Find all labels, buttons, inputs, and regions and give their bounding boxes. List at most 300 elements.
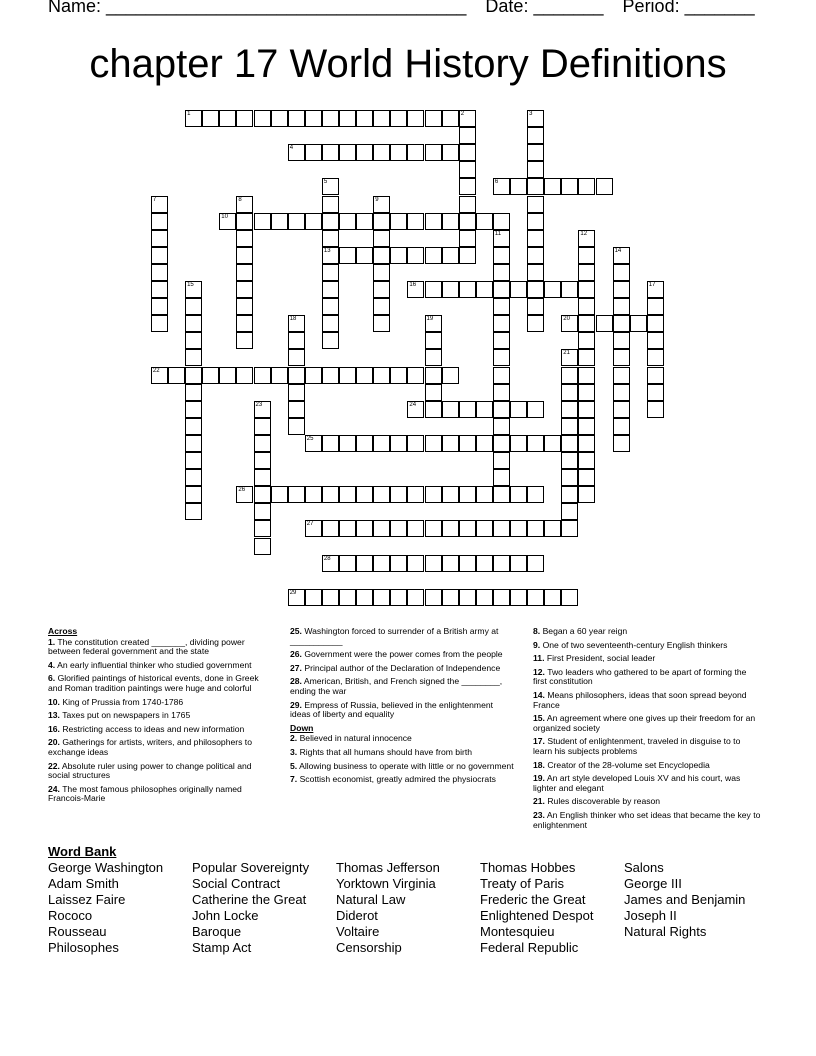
crossword-cell[interactable]	[425, 247, 442, 264]
crossword-cell[interactable]	[373, 264, 390, 281]
crossword-cell[interactable]	[527, 196, 544, 213]
crossword-cell[interactable]	[407, 401, 424, 418]
crossword-cell[interactable]	[219, 213, 236, 230]
period-field[interactable]: Period: _______	[622, 0, 755, 16]
crossword-cell[interactable]	[425, 401, 442, 418]
crossword-cell[interactable]	[339, 520, 356, 537]
crossword-cell[interactable]	[425, 213, 442, 230]
crossword-cell[interactable]	[356, 555, 373, 572]
crossword-cell[interactable]	[493, 349, 510, 366]
crossword-cell[interactable]	[493, 555, 510, 572]
crossword-cell[interactable]	[527, 110, 544, 127]
crossword-cell[interactable]	[510, 555, 527, 572]
crossword-cell[interactable]	[613, 435, 630, 452]
crossword-cell[interactable]	[510, 401, 527, 418]
crossword-cell[interactable]	[459, 520, 476, 537]
crossword-cell[interactable]	[339, 555, 356, 572]
crossword-cell[interactable]	[322, 213, 339, 230]
crossword-cell[interactable]	[356, 486, 373, 503]
crossword-cell[interactable]	[613, 264, 630, 281]
crossword-cell[interactable]	[544, 520, 561, 537]
crossword-cell[interactable]	[288, 589, 305, 606]
crossword-cell[interactable]	[578, 469, 595, 486]
crossword-cell[interactable]	[322, 298, 339, 315]
crossword-cell[interactable]	[373, 315, 390, 332]
crossword-cell[interactable]	[425, 520, 442, 537]
crossword-cell[interactable]	[271, 367, 288, 384]
crossword-cell[interactable]	[254, 110, 271, 127]
crossword-cell[interactable]	[288, 486, 305, 503]
crossword-cell[interactable]	[339, 367, 356, 384]
crossword-cell[interactable]	[647, 315, 664, 332]
crossword-cell[interactable]	[442, 520, 459, 537]
crossword-cell[interactable]	[442, 435, 459, 452]
crossword-cell[interactable]	[322, 520, 339, 537]
crossword-cell[interactable]	[288, 349, 305, 366]
crossword-cell[interactable]	[613, 247, 630, 264]
crossword-cell[interactable]	[578, 298, 595, 315]
crossword-cell[interactable]	[151, 315, 168, 332]
crossword-cell[interactable]	[527, 144, 544, 161]
crossword-cell[interactable]	[476, 555, 493, 572]
crossword-cell[interactable]	[219, 367, 236, 384]
crossword-cell[interactable]	[373, 555, 390, 572]
crossword-cell[interactable]	[185, 110, 202, 127]
crossword-cell[interactable]	[578, 332, 595, 349]
crossword-cell[interactable]	[561, 281, 578, 298]
crossword-cell[interactable]	[442, 110, 459, 127]
crossword-cell[interactable]	[185, 332, 202, 349]
crossword-cell[interactable]	[493, 435, 510, 452]
crossword-cell[interactable]	[305, 520, 322, 537]
crossword-cell[interactable]	[151, 230, 168, 247]
crossword-cell[interactable]	[236, 247, 253, 264]
crossword-cell[interactable]	[407, 110, 424, 127]
crossword-cell[interactable]	[425, 589, 442, 606]
crossword-cell[interactable]	[407, 486, 424, 503]
crossword-cell[interactable]	[185, 367, 202, 384]
crossword-cell[interactable]	[476, 435, 493, 452]
crossword-cell[interactable]	[373, 435, 390, 452]
crossword-cell[interactable]	[510, 589, 527, 606]
crossword-cell[interactable]	[561, 418, 578, 435]
crossword-cell[interactable]	[561, 435, 578, 452]
crossword-cell[interactable]	[442, 281, 459, 298]
crossword-cell[interactable]	[185, 281, 202, 298]
crossword-cell[interactable]	[407, 144, 424, 161]
crossword-cell[interactable]	[425, 332, 442, 349]
crossword-cell[interactable]	[271, 213, 288, 230]
crossword-cell[interactable]	[459, 435, 476, 452]
crossword-cell[interactable]	[339, 110, 356, 127]
crossword-cell[interactable]	[561, 401, 578, 418]
crossword-cell[interactable]	[373, 298, 390, 315]
crossword-cell[interactable]	[185, 349, 202, 366]
crossword-cell[interactable]	[390, 589, 407, 606]
crossword-cell[interactable]	[288, 401, 305, 418]
crossword-cell[interactable]	[442, 213, 459, 230]
crossword-cell[interactable]	[510, 520, 527, 537]
crossword-cell[interactable]	[647, 384, 664, 401]
name-field[interactable]: Name: ____________________________________	[48, 0, 467, 16]
crossword-cell[interactable]	[236, 196, 253, 213]
crossword-cell[interactable]	[578, 230, 595, 247]
crossword-cell[interactable]	[493, 230, 510, 247]
crossword-cell[interactable]	[561, 503, 578, 520]
crossword-cell[interactable]	[373, 196, 390, 213]
crossword-cell[interactable]	[407, 281, 424, 298]
crossword-cell[interactable]	[305, 486, 322, 503]
crossword-cell[interactable]	[527, 589, 544, 606]
crossword-cell[interactable]	[459, 161, 476, 178]
crossword-cell[interactable]	[459, 213, 476, 230]
crossword-cell[interactable]	[254, 486, 271, 503]
crossword-cell[interactable]	[647, 401, 664, 418]
crossword-cell[interactable]	[561, 178, 578, 195]
crossword-cell[interactable]	[254, 435, 271, 452]
crossword-cell[interactable]	[493, 384, 510, 401]
crossword-cell[interactable]	[476, 281, 493, 298]
crossword-cell[interactable]	[356, 213, 373, 230]
crossword-cell[interactable]	[373, 247, 390, 264]
crossword-cell[interactable]	[544, 178, 561, 195]
crossword-cell[interactable]	[527, 555, 544, 572]
crossword-cell[interactable]	[390, 435, 407, 452]
crossword-cell[interactable]	[578, 349, 595, 366]
crossword-cell[interactable]	[151, 196, 168, 213]
crossword-cell[interactable]	[527, 213, 544, 230]
crossword-cell[interactable]	[407, 435, 424, 452]
crossword-cell[interactable]	[254, 452, 271, 469]
crossword-cell[interactable]	[151, 298, 168, 315]
crossword-cell[interactable]	[578, 401, 595, 418]
crossword-cell[interactable]	[407, 247, 424, 264]
crossword-cell[interactable]	[322, 435, 339, 452]
crossword-cell[interactable]	[390, 555, 407, 572]
crossword-cell[interactable]	[459, 589, 476, 606]
crossword-cell[interactable]	[151, 213, 168, 230]
crossword-cell[interactable]	[305, 589, 322, 606]
crossword-cell[interactable]	[373, 110, 390, 127]
crossword-cell[interactable]	[185, 452, 202, 469]
crossword-cell[interactable]	[442, 589, 459, 606]
crossword-cell[interactable]	[527, 230, 544, 247]
crossword-cell[interactable]	[236, 230, 253, 247]
crossword-cell[interactable]	[578, 452, 595, 469]
crossword-cell[interactable]	[425, 435, 442, 452]
crossword-cell[interactable]	[425, 384, 442, 401]
crossword-cell[interactable]	[476, 589, 493, 606]
crossword-cell[interactable]	[236, 264, 253, 281]
crossword-cell[interactable]	[459, 247, 476, 264]
crossword-cell[interactable]	[322, 367, 339, 384]
crossword-cell[interactable]	[561, 349, 578, 366]
crossword-cell[interactable]	[459, 486, 476, 503]
crossword-cell[interactable]	[493, 213, 510, 230]
crossword-cell[interactable]	[390, 213, 407, 230]
crossword-cell[interactable]	[373, 520, 390, 537]
crossword-cell[interactable]	[493, 452, 510, 469]
crossword-cell[interactable]	[561, 486, 578, 503]
crossword-cell[interactable]	[442, 486, 459, 503]
crossword-cell[interactable]	[151, 281, 168, 298]
crossword-cell[interactable]	[493, 315, 510, 332]
crossword-cell[interactable]	[322, 110, 339, 127]
crossword-cell[interactable]	[288, 367, 305, 384]
crossword-cell[interactable]	[510, 178, 527, 195]
crossword-cell[interactable]	[322, 247, 339, 264]
crossword-cell[interactable]	[493, 520, 510, 537]
crossword-cell[interactable]	[202, 110, 219, 127]
crossword-cell[interactable]	[305, 213, 322, 230]
crossword-cell[interactable]	[493, 281, 510, 298]
crossword-cell[interactable]	[305, 144, 322, 161]
crossword-cell[interactable]	[373, 213, 390, 230]
crossword-cell[interactable]	[151, 264, 168, 281]
crossword-cell[interactable]	[630, 315, 647, 332]
crossword-cell[interactable]	[527, 178, 544, 195]
crossword-cell[interactable]	[510, 435, 527, 452]
crossword-cell[interactable]	[168, 367, 185, 384]
crossword-cell[interactable]	[288, 418, 305, 435]
crossword-cell[interactable]	[613, 384, 630, 401]
crossword-cell[interactable]	[578, 367, 595, 384]
crossword-cell[interactable]	[322, 196, 339, 213]
crossword-cell[interactable]	[373, 486, 390, 503]
crossword-cell[interactable]	[493, 332, 510, 349]
crossword-cell[interactable]	[185, 486, 202, 503]
crossword-cell[interactable]	[322, 486, 339, 503]
crossword-cell[interactable]	[527, 486, 544, 503]
crossword-cell[interactable]	[527, 161, 544, 178]
crossword-cell[interactable]	[322, 315, 339, 332]
crossword-cell[interactable]	[647, 298, 664, 315]
crossword-cell[interactable]	[493, 418, 510, 435]
crossword-cell[interactable]	[647, 349, 664, 366]
crossword-cell[interactable]	[527, 264, 544, 281]
crossword-cell[interactable]	[373, 589, 390, 606]
crossword-cell[interactable]	[390, 367, 407, 384]
crossword-cell[interactable]	[390, 520, 407, 537]
crossword-cell[interactable]	[373, 281, 390, 298]
crossword-cell[interactable]	[561, 367, 578, 384]
crossword-cell[interactable]	[493, 247, 510, 264]
crossword-cell[interactable]	[236, 332, 253, 349]
crossword-cell[interactable]	[271, 110, 288, 127]
crossword-cell[interactable]	[356, 589, 373, 606]
crossword-cell[interactable]	[647, 367, 664, 384]
crossword-cell[interactable]	[236, 298, 253, 315]
crossword-cell[interactable]	[527, 127, 544, 144]
crossword-cell[interactable]	[544, 435, 561, 452]
crossword-cell[interactable]	[339, 589, 356, 606]
crossword-cell[interactable]	[254, 213, 271, 230]
crossword-cell[interactable]	[613, 315, 630, 332]
crossword-cell[interactable]	[647, 332, 664, 349]
crossword-cell[interactable]	[459, 401, 476, 418]
crossword-cell[interactable]	[578, 247, 595, 264]
crossword-cell[interactable]	[322, 144, 339, 161]
crossword-cell[interactable]	[527, 281, 544, 298]
crossword-cell[interactable]	[373, 144, 390, 161]
crossword-cell[interactable]	[647, 281, 664, 298]
crossword-cell[interactable]	[185, 315, 202, 332]
crossword-cell[interactable]	[527, 247, 544, 264]
crossword-cell[interactable]	[561, 520, 578, 537]
crossword-cell[interactable]	[185, 384, 202, 401]
crossword-cell[interactable]	[288, 315, 305, 332]
crossword-cell[interactable]	[236, 486, 253, 503]
crossword-cell[interactable]	[288, 144, 305, 161]
crossword-cell[interactable]	[322, 281, 339, 298]
crossword-cell[interactable]	[254, 469, 271, 486]
crossword-cell[interactable]	[544, 589, 561, 606]
crossword-cell[interactable]	[407, 589, 424, 606]
crossword-cell[interactable]	[613, 367, 630, 384]
crossword-cell[interactable]	[442, 367, 459, 384]
crossword-cell[interactable]	[493, 367, 510, 384]
crossword-cell[interactable]	[527, 298, 544, 315]
crossword-cell[interactable]	[578, 178, 595, 195]
crossword-cell[interactable]	[185, 418, 202, 435]
crossword-cell[interactable]	[339, 213, 356, 230]
crossword-cell[interactable]	[305, 367, 322, 384]
crossword-cell[interactable]	[151, 367, 168, 384]
crossword-cell[interactable]	[390, 144, 407, 161]
crossword-cell[interactable]	[425, 367, 442, 384]
crossword-cell[interactable]	[459, 178, 476, 195]
crossword-cell[interactable]	[493, 469, 510, 486]
crossword-cell[interactable]	[322, 332, 339, 349]
crossword-cell[interactable]	[459, 555, 476, 572]
crossword-cell[interactable]	[236, 110, 253, 127]
crossword-cell[interactable]	[254, 520, 271, 537]
crossword-cell[interactable]	[613, 332, 630, 349]
crossword-cell[interactable]	[544, 281, 561, 298]
crossword-cell[interactable]	[476, 486, 493, 503]
crossword-cell[interactable]	[339, 435, 356, 452]
crossword-cell[interactable]	[578, 281, 595, 298]
crossword-cell[interactable]	[613, 281, 630, 298]
crossword-cell[interactable]	[493, 589, 510, 606]
crossword-cell[interactable]	[185, 401, 202, 418]
crossword-cell[interactable]	[407, 213, 424, 230]
crossword-cell[interactable]	[185, 298, 202, 315]
crossword-cell[interactable]	[356, 247, 373, 264]
crossword-cell[interactable]	[322, 264, 339, 281]
crossword-cell[interactable]	[476, 213, 493, 230]
crossword-cell[interactable]	[254, 538, 271, 555]
crossword-cell[interactable]	[356, 435, 373, 452]
crossword-cell[interactable]	[271, 486, 288, 503]
crossword-cell[interactable]	[288, 110, 305, 127]
crossword-cell[interactable]	[254, 418, 271, 435]
crossword-cell[interactable]	[527, 520, 544, 537]
crossword-cell[interactable]	[510, 281, 527, 298]
crossword-cell[interactable]	[442, 247, 459, 264]
crossword-cell[interactable]	[613, 401, 630, 418]
crossword-cell[interactable]	[356, 110, 373, 127]
crossword-cell[interactable]	[390, 247, 407, 264]
crossword-cell[interactable]	[407, 367, 424, 384]
crossword-cell[interactable]	[185, 435, 202, 452]
crossword-cell[interactable]	[613, 349, 630, 366]
crossword-cell[interactable]	[442, 401, 459, 418]
crossword-cell[interactable]	[322, 589, 339, 606]
crossword-cell[interactable]	[561, 589, 578, 606]
crossword-cell[interactable]	[356, 144, 373, 161]
crossword-cell[interactable]	[613, 298, 630, 315]
crossword-cell[interactable]	[236, 281, 253, 298]
crossword-cell[interactable]	[493, 178, 510, 195]
crossword-cell[interactable]	[510, 486, 527, 503]
crossword-cell[interactable]	[356, 367, 373, 384]
crossword-cell[interactable]	[390, 110, 407, 127]
crossword-cell[interactable]	[459, 144, 476, 161]
crossword-cell[interactable]	[459, 127, 476, 144]
crossword-cell[interactable]	[219, 110, 236, 127]
crossword-cell[interactable]	[596, 315, 613, 332]
crossword-cell[interactable]	[442, 555, 459, 572]
crossword-cell[interactable]	[305, 435, 322, 452]
crossword-cell[interactable]	[459, 196, 476, 213]
crossword-cell[interactable]	[288, 332, 305, 349]
crossword-cell[interactable]	[305, 110, 322, 127]
crossword-cell[interactable]	[578, 264, 595, 281]
date-field[interactable]: Date: _______	[485, 0, 604, 16]
crossword-cell[interactable]	[561, 469, 578, 486]
crossword-cell[interactable]	[425, 486, 442, 503]
crossword-cell[interactable]	[459, 230, 476, 247]
crossword-cell[interactable]	[425, 110, 442, 127]
crossword-cell[interactable]	[339, 486, 356, 503]
crossword-cell[interactable]	[596, 178, 613, 195]
crossword-cell[interactable]	[493, 401, 510, 418]
crossword-cell[interactable]	[476, 520, 493, 537]
crossword-cell[interactable]	[407, 520, 424, 537]
crossword-cell[interactable]	[493, 486, 510, 503]
crossword-cell[interactable]	[202, 367, 219, 384]
crossword-cell[interactable]	[236, 213, 253, 230]
crossword-cell[interactable]	[425, 144, 442, 161]
crossword-cell[interactable]	[356, 520, 373, 537]
crossword-cell[interactable]	[339, 144, 356, 161]
crossword-cell[interactable]	[390, 486, 407, 503]
crossword-cell[interactable]	[561, 384, 578, 401]
crossword-cell[interactable]	[493, 298, 510, 315]
crossword-cell[interactable]	[322, 230, 339, 247]
crossword-cell[interactable]	[425, 349, 442, 366]
crossword-cell[interactable]	[322, 178, 339, 195]
crossword-cell[interactable]	[442, 144, 459, 161]
crossword-cell[interactable]	[493, 264, 510, 281]
crossword-cell[interactable]	[254, 503, 271, 520]
crossword-cell[interactable]	[527, 315, 544, 332]
crossword-cell[interactable]	[407, 555, 424, 572]
crossword-cell[interactable]	[578, 486, 595, 503]
crossword-cell[interactable]	[236, 315, 253, 332]
crossword-cell[interactable]	[373, 230, 390, 247]
crossword-cell[interactable]	[578, 435, 595, 452]
crossword-cell[interactable]	[459, 281, 476, 298]
crossword-cell[interactable]	[288, 213, 305, 230]
crossword-cell[interactable]	[185, 469, 202, 486]
crossword-cell[interactable]	[476, 401, 493, 418]
crossword-cell[interactable]	[578, 315, 595, 332]
crossword-cell[interactable]	[254, 401, 271, 418]
crossword-cell[interactable]	[151, 247, 168, 264]
crossword-cell[interactable]	[254, 367, 271, 384]
